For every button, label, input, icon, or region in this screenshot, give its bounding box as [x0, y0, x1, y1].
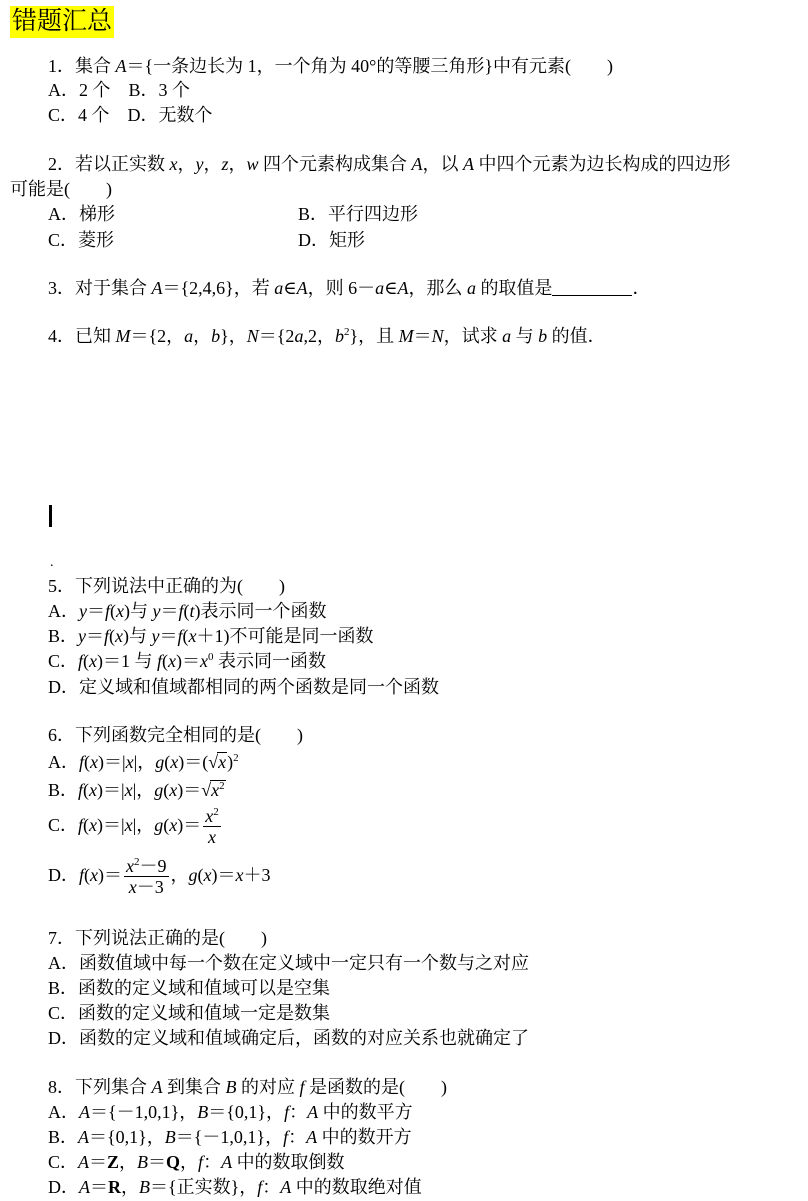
- question-7-option-c: C．函数的定义域和值域一定是数集: [48, 1003, 331, 1023]
- question-4-stem: 4．已知 M＝{2，a，b}，N＝{2a,2，$b^2$}，且 M＝N，试求 a 与 b 的值．: [48, 326, 606, 346]
- question-7-stem: 7．下列说法正确的是( ): [48, 928, 267, 948]
- answer-blank[interactable]: [552, 279, 632, 296]
- question-6-option-d: D．f(x)＝ $\frac{x^2-9}{x-3}$ ，g(x)＝x＋3: [48, 856, 271, 898]
- stray-dot: .: [50, 555, 54, 570]
- question-2-option-d: D．矩形: [298, 230, 365, 250]
- question-1-options-row1: A．2 个 B．3 个: [48, 80, 191, 100]
- question-8-option-c: C．A＝Z，B＝Q，f：A 中的数取倒数: [48, 1152, 345, 1172]
- question-5-stem: 5．下列说法中正确的为( ): [48, 576, 285, 596]
- question-7-option-a: A．函数值域中每一个数在定义域中一定只有一个数与之对应: [48, 953, 529, 973]
- text-cursor: [49, 505, 52, 527]
- question-6-option-c: C．f(x)＝|x|，g(x)＝ $\frac{x^2}{x}$: [48, 806, 219, 848]
- question-5-option-a: A．y＝f(x)与 y＝f(t)表示同一个函数: [48, 601, 327, 621]
- question-2-stem-line1: 2．若以正实数 x，y，z，w 四个元素构成集合 A，以 A 中四个元素为边长构成的四边形: [48, 154, 731, 174]
- question-5-option-d: D．定义域和值域都相同的两个函数是同一个函数: [48, 677, 439, 697]
- question-8-option-b: B．A＝{0,1}，B＝{－1,0,1}，f：A 中的数开方: [48, 1127, 412, 1147]
- question-7-option-d: D．函数的定义域和值域确定后，函数的对应关系也就确定了: [48, 1028, 529, 1048]
- question-8-stem: 8．下列集合 A 到集合 B 的对应 f 是函数的是( ): [48, 1077, 448, 1097]
- question-5-option-b: B．y＝f(x)与 y＝f(x＋1)不可能是同一函数: [48, 626, 374, 646]
- question-5-option-c: C．f(x)＝1 与 $f(x)=x^0$ 表示同一函数: [48, 651, 327, 671]
- question-6-option-a: A．f(x)＝|x|，$g(x)=(√x)^2$: [48, 752, 239, 772]
- question-6-option-b: B．f(x)＝|x|，$g(x)=√x^2$: [48, 780, 225, 800]
- question-2-option-c: C．菱形: [48, 230, 115, 250]
- question-2-option-b: B．平行四边形: [298, 204, 419, 224]
- question-3-stem: 3．对于集合 A＝{2,4,6}，若 a∈A，则 6－a∈A，那么 a 的取值是 ．: [48, 278, 651, 298]
- question-2-option-a: A．梯形: [48, 204, 115, 224]
- question-8-option-d: D．A＝R，B＝{正实数}，f：A 中的数取绝对值: [48, 1177, 422, 1197]
- question-1-stem: 1．集合 A＝{一条边长为 1，一个角为 40°的等腰三角形}中有元素( ): [48, 56, 613, 76]
- question-2-stem-line2: 可能是( ): [10, 179, 112, 199]
- question-8-option-a: A．A＝{－1,0,1}，B＝{0,1}，f：A 中的数平方: [48, 1102, 413, 1122]
- question-6-stem: 6．下列函数完全相同的是( ): [48, 725, 303, 745]
- page-title: 错题汇总: [10, 6, 114, 38]
- question-7-option-b: B．函数的定义域和值域可以是空集: [48, 978, 331, 998]
- question-1-options-row2: C．4 个 D．无数个: [48, 105, 213, 125]
